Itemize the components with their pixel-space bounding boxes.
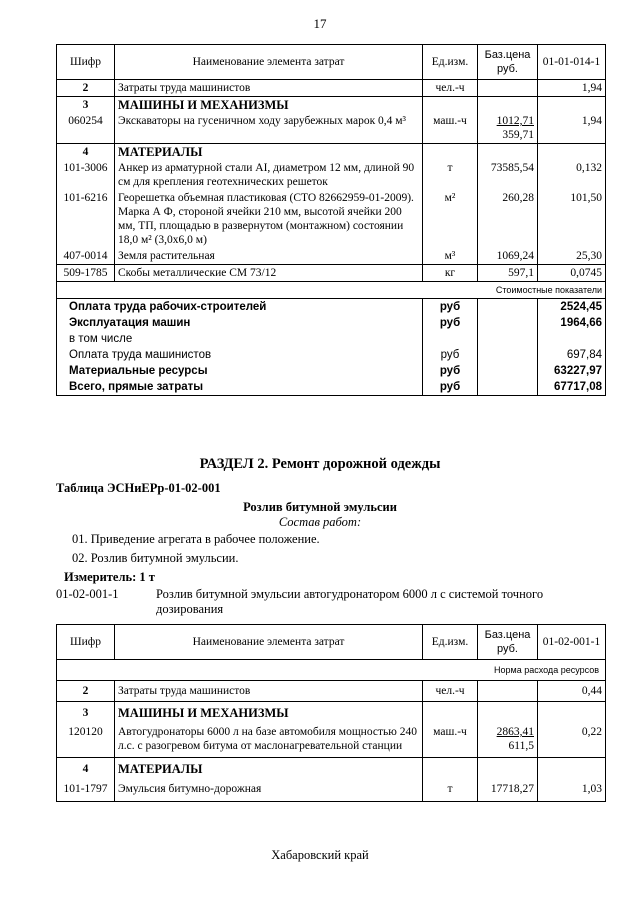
total-name: Материальные ресурсы bbox=[57, 363, 423, 379]
row-code: 101-1797 bbox=[57, 777, 115, 802]
work-composition-title: Состав работ: bbox=[278, 515, 362, 529]
row-num: 2 bbox=[57, 681, 115, 702]
row-name: Скобы металлические СМ 73/12 bbox=[115, 265, 423, 282]
row-num: 3 bbox=[57, 97, 115, 114]
section-title: МАШИНЫ И МЕХАНИЗМЫ bbox=[115, 97, 423, 114]
total-name: Оплата труда рабочих-строителей bbox=[57, 299, 423, 316]
row-value: 0,0745 bbox=[538, 265, 606, 282]
work-item: 01. Приведение агрегата в рабочее положение. bbox=[72, 532, 320, 546]
row-value: 1,94 bbox=[538, 80, 606, 97]
section-title: МАТЕРИАЛЫ bbox=[115, 758, 423, 778]
row-value: 1,03 bbox=[538, 777, 606, 802]
row-value: 101,50 bbox=[538, 190, 606, 248]
row-unit: т bbox=[423, 777, 478, 802]
total-value: 1964,66 bbox=[538, 315, 606, 331]
header-code: Шифр bbox=[57, 625, 115, 660]
table-row bbox=[57, 248, 606, 265]
row-name: Затраты труда машинистов bbox=[115, 681, 423, 702]
total-row bbox=[57, 363, 606, 379]
row-unit: чел.-ч bbox=[423, 681, 478, 702]
row-name: Затраты труда машинистов bbox=[115, 80, 423, 97]
price-top: 2863,41 bbox=[496, 726, 534, 738]
total-unit: руб bbox=[423, 363, 478, 379]
norm-label-row bbox=[57, 660, 606, 681]
cost-indicators-row bbox=[57, 282, 606, 299]
row-value: 1,94 bbox=[538, 113, 606, 144]
row-name: Автогудронаторы 6000 л на базе автомобиля мощностью 240 л.с. с разогревом битума от маслонагревательной станции bbox=[115, 721, 423, 758]
table-row bbox=[57, 721, 606, 758]
row-unit: чел.-ч bbox=[423, 80, 478, 97]
cost-indicators-label: Стоимостные показатели bbox=[57, 282, 606, 299]
row-name: Экскаваторы на гусеничном ходу зарубежных марок 0,4 м³ bbox=[115, 113, 423, 144]
row-price bbox=[478, 721, 538, 758]
row-num: 2 bbox=[57, 80, 115, 97]
table-header bbox=[57, 625, 606, 660]
table-row bbox=[57, 160, 606, 190]
section-heading: РАЗДЕЛ 2. Ремонт дорожной одежды bbox=[199, 456, 441, 472]
row-value: 25,30 bbox=[538, 248, 606, 265]
total-row bbox=[57, 299, 606, 316]
row-name: Анкер из арматурной стали AI, диаметром 12 мм, длиной 90 см для крепления геотехнических решеток bbox=[115, 160, 423, 190]
row-unit: м² bbox=[423, 190, 478, 248]
item-description: Розлив битумной эмульсии автогудронатором 6000 л с системой точного дозирования bbox=[156, 587, 544, 616]
row-price: 1069,24 bbox=[478, 248, 538, 265]
work-item: 02. Розлив битумной эмульсии. bbox=[72, 551, 239, 565]
row-name: Эмульсия битумно-дорожная bbox=[115, 777, 423, 802]
row-price bbox=[478, 80, 538, 97]
row-code: 509-1785 bbox=[57, 265, 115, 282]
row-price bbox=[478, 113, 538, 144]
table-row bbox=[57, 80, 606, 97]
section-row bbox=[57, 144, 606, 161]
total-row bbox=[57, 315, 606, 331]
row-price: 17718,27 bbox=[478, 777, 538, 802]
header-norm-code: 01-01-014-1 bbox=[538, 45, 606, 80]
measure-unit: Измеритель: 1 т bbox=[64, 570, 155, 584]
row-code: 120120 bbox=[57, 721, 115, 758]
table-header bbox=[57, 45, 606, 80]
header-code: Шифр bbox=[57, 45, 115, 80]
header-name: Наименование элемента затрат bbox=[115, 625, 423, 660]
row-price: 260,28 bbox=[478, 190, 538, 248]
total-value: 67717,08 bbox=[538, 379, 606, 396]
section-title: МАШИНЫ И МЕХАНИЗМЫ bbox=[115, 702, 423, 722]
row-code: 407-0014 bbox=[57, 248, 115, 265]
total-unit: руб bbox=[423, 347, 478, 363]
row-name: Георешетка объемная пластиковая (СТО 82662959-01-2009). Марка А Ф, стороной ячейки 210 мм, высотой ячейки 200 мм, ТП, площадью в развернутом (монтажном) состоянии 18,0 м² (3,0х6,0 м) bbox=[115, 190, 423, 248]
row-price bbox=[478, 681, 538, 702]
page-footer: Хабаровский край bbox=[271, 848, 369, 862]
total-row bbox=[57, 379, 606, 396]
header-name: Наименование элемента затрат bbox=[115, 45, 423, 80]
price-bottom: 611,5 bbox=[508, 740, 534, 752]
row-unit: м³ bbox=[423, 248, 478, 265]
total-row bbox=[57, 331, 606, 347]
row-code: 101-6216 bbox=[57, 190, 115, 248]
total-value: 63227,97 bbox=[538, 363, 606, 379]
row-num: 3 bbox=[57, 702, 115, 722]
total-name: Всего, прямые затраты bbox=[57, 379, 423, 396]
header-price: Баз.цена руб. bbox=[478, 45, 538, 80]
row-name: Земля растительная bbox=[115, 248, 423, 265]
row-value: 0,22 bbox=[538, 721, 606, 758]
header-unit: Ед.изм. bbox=[423, 625, 478, 660]
row-value: 0,132 bbox=[538, 160, 606, 190]
total-unit: руб bbox=[423, 315, 478, 331]
item-code: 01-02-001-1 bbox=[56, 587, 119, 601]
total-unit: руб bbox=[423, 299, 478, 316]
section-row bbox=[57, 97, 606, 114]
row-value: 0,44 bbox=[538, 681, 606, 702]
section-title: МАТЕРИАЛЫ bbox=[115, 144, 423, 161]
table-row bbox=[57, 777, 606, 802]
total-name: Эксплуатация машин bbox=[57, 315, 423, 331]
table-row bbox=[57, 113, 606, 144]
table-row bbox=[57, 265, 606, 282]
table-caption: Розлив битумной эмульсии bbox=[243, 500, 397, 514]
norm-label: Норма расхода ресурсов bbox=[57, 660, 606, 681]
table-row bbox=[57, 681, 606, 702]
section-row bbox=[57, 758, 606, 778]
table-label: Таблица ЭСНиЕРр-01-02-001 bbox=[56, 481, 221, 495]
resource-table-2 bbox=[56, 624, 606, 802]
row-code: 101-3006 bbox=[57, 160, 115, 190]
row-price: 73585,54 bbox=[478, 160, 538, 190]
section-row bbox=[57, 702, 606, 722]
total-unit: руб bbox=[423, 379, 478, 396]
price-top: 1012,71 bbox=[496, 115, 534, 127]
header-norm-code: 01-02-001-1 bbox=[538, 625, 606, 660]
row-num: 4 bbox=[57, 144, 115, 161]
row-unit: маш.-ч bbox=[423, 721, 478, 758]
total-name: Оплата труда машинистов bbox=[57, 347, 423, 363]
header-price: Баз.цена руб. bbox=[478, 625, 538, 660]
page-number: 17 bbox=[313, 16, 327, 31]
row-unit: т bbox=[423, 160, 478, 190]
row-unit: кг bbox=[423, 265, 478, 282]
header-unit: Ед.изм. bbox=[423, 45, 478, 80]
table-row bbox=[57, 190, 606, 248]
row-unit: маш.-ч bbox=[423, 113, 478, 144]
row-code: 060254 bbox=[57, 113, 115, 144]
total-row bbox=[57, 347, 606, 363]
row-num: 4 bbox=[57, 758, 115, 778]
total-value: 697,84 bbox=[538, 347, 606, 363]
row-price: 597,1 bbox=[478, 265, 538, 282]
price-bottom: 359,71 bbox=[502, 129, 534, 141]
resource-table-1 bbox=[56, 44, 606, 396]
total-value: 2524,45 bbox=[538, 299, 606, 316]
total-name: в том числе bbox=[57, 331, 423, 347]
